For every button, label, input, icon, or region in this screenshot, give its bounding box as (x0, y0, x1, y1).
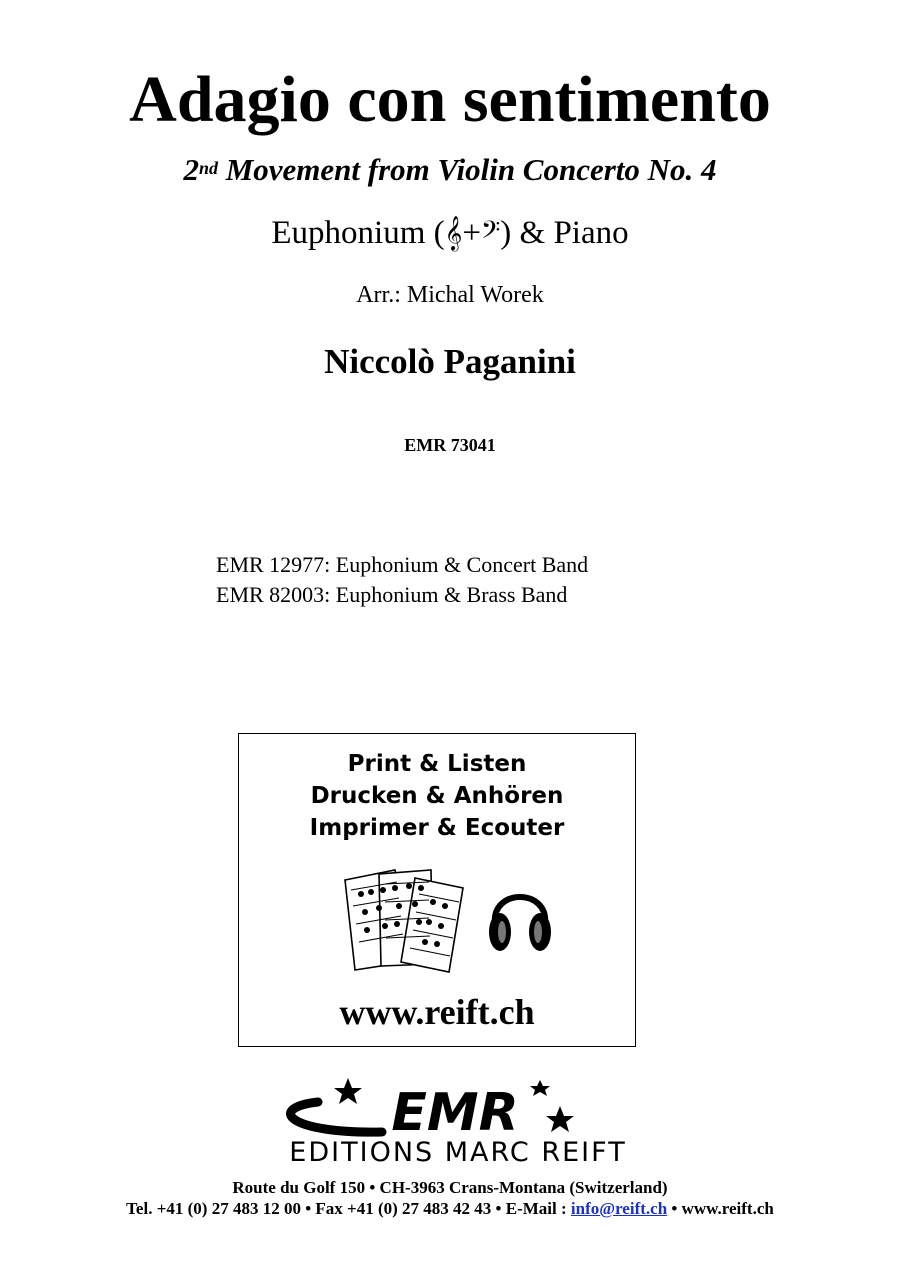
print-listen-box (238, 733, 636, 1047)
other-edition-concert-band: EMR 12977: Euphonium & Concert Band (216, 552, 589, 577)
instrumentation-post: ) & Piano (500, 215, 629, 251)
email-link[interactable]: info@reift.ch (570, 1199, 668, 1218)
promo-line-de: Drucken & Anhören (310, 783, 564, 809)
arranger: Arr.: Michal Worek (356, 282, 544, 308)
instrumentation-plus: + (462, 215, 481, 251)
footer-contact (0, 1198, 900, 1220)
subtitle (0, 150, 900, 190)
instrumentation-pre: Euphonium ( (271, 215, 445, 251)
sheet-music-icon (339, 866, 469, 974)
emr-logo-mark: EMR (391, 1083, 519, 1143)
promo-line-en: Print & Listen (347, 751, 527, 777)
treble-clef-icon: 𝄞 (444, 216, 463, 251)
title: Adagio con sentimento (129, 63, 771, 136)
footer-address: Route du Golf 150 • CH-3963 Crans-Montana (Switzerland) (232, 1178, 668, 1197)
headphones-icon (487, 872, 553, 954)
catalog-code: EMR 73041 (404, 435, 496, 455)
promo-line-fr: Imprimer & Ecouter (309, 815, 565, 841)
brand-name: EDITIONS MARC REIFT (289, 1137, 627, 1168)
promo-lines (239, 748, 635, 844)
subtitle-text: Movement from Violin Concerto No. 4 (217, 152, 717, 187)
other-edition-brass-band: EMR 82003: Euphonium & Brass Band (216, 582, 568, 607)
subtitle-ordinal: 2 (183, 152, 199, 187)
instrumentation (0, 212, 900, 255)
bass-clef-icon: 𝄢 (480, 216, 501, 251)
composer: Niccolò Paganini (324, 342, 576, 381)
footer-website: • www.reift.ch (667, 1199, 774, 1218)
footer-tel-fax: Tel. +41 (0) 27 483 12 00 • Fax +41 (0) 27 483 42 43 • E-Mail : (126, 1199, 571, 1218)
promo-website: www.reift.ch (339, 992, 535, 1032)
subtitle-ordinal-suffix: nd (198, 158, 218, 178)
